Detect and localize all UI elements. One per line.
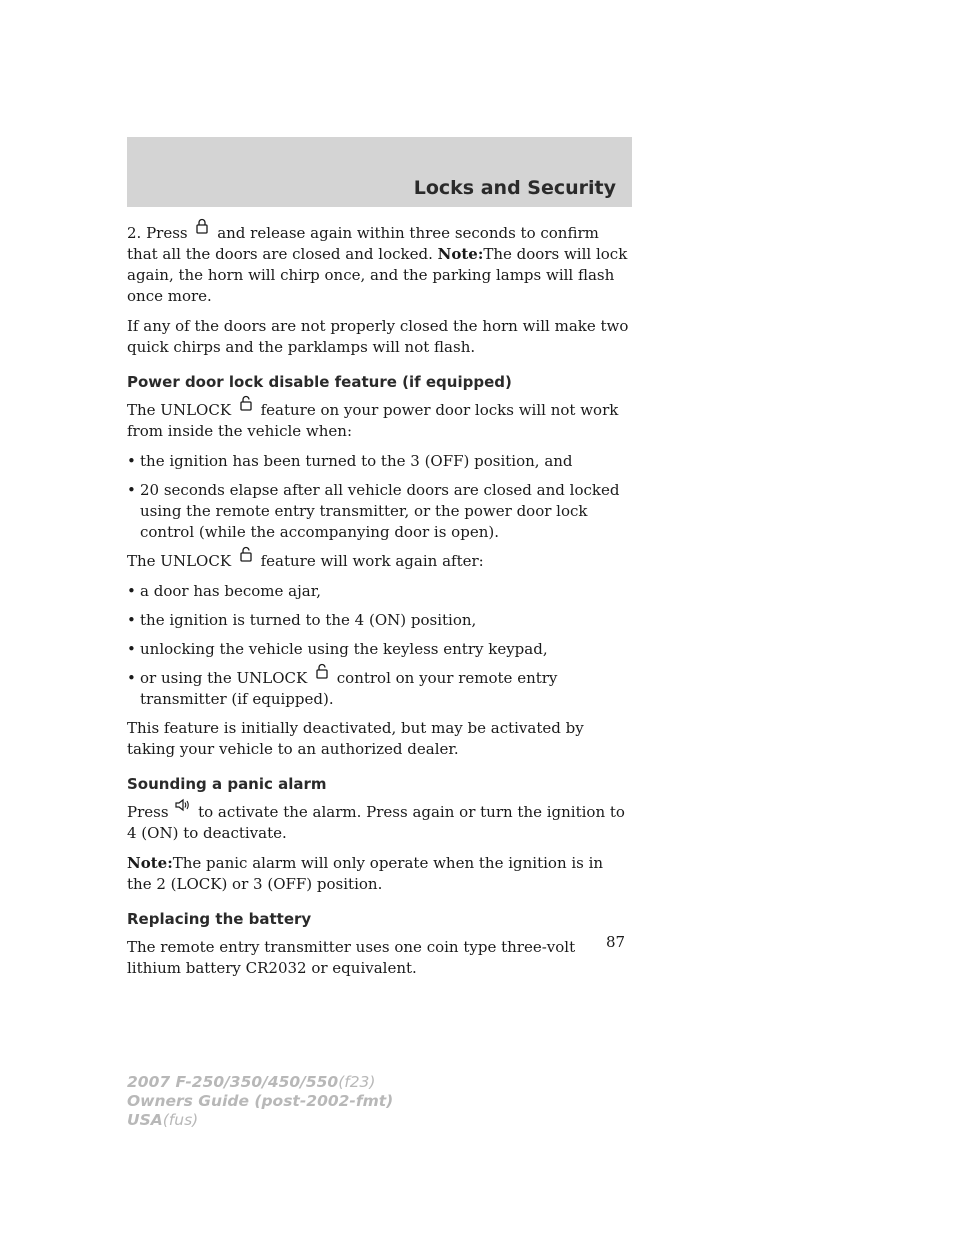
paragraph-panic-note: Note:The panic alarm will only operate when the ignition is in the 2 (LOCK) or 3 (OFF) position. — [127, 854, 604, 893]
paragraph-panic-activate: Press to activate the alarm. Press again or turn the ignition to 4 (ON) to deactivate. — [127, 802, 632, 844]
list-item: • the ignition is turned to the 4 (ON) position, — [127, 611, 477, 629]
manual-content — [127, 223, 632, 988]
paragraph-deactivated: This feature is initially deactivated, but may be activated by taking your vehicle to an authorized dealer. — [127, 719, 584, 758]
footer-line-guide: Owners Guide (post-2002-fmt) — [127, 1092, 394, 1110]
heading-disable-feature: Power door lock disable feature (if equipped) — [127, 373, 512, 391]
list-item: • a door has become ajar, — [127, 582, 321, 600]
unlock-icon — [313, 662, 331, 680]
list-item: • or using the UNLOCK control on your remote entry transmitter (if equipped). — [127, 668, 632, 710]
paragraph-battery: The remote entry transmitter uses one coin type three-volt lithium battery CR2032 or equivalent. — [127, 938, 576, 977]
page-number: 87 — [606, 933, 626, 951]
panic-horn-icon — [174, 796, 192, 814]
list-item: • 20 seconds elapse after all vehicle doors are closed and locked using the remote entry transmitter, or the power door lock control (while the accompanying door is open). — [127, 481, 620, 541]
section-title: Locks and Security — [413, 177, 616, 199]
list-item: • unlocking the vehicle using the keyless entry keypad, — [127, 640, 548, 658]
unlock-icon — [237, 394, 255, 412]
paragraph-unlock-intro: The UNLOCK feature on your power door locks will not work from inside the vehicle when: — [127, 400, 632, 442]
paragraph-unlock-works-again: The UNLOCK feature will work again after: — [127, 551, 632, 572]
list-item: • the ignition has been turned to the 3 (OFF) position, and — [127, 452, 573, 470]
document-footer — [127, 1073, 393, 1130]
heading-replacing-battery: Replacing the battery — [127, 910, 312, 928]
heading-panic-alarm: Sounding a panic alarm — [127, 775, 327, 793]
paragraph-lock-confirm: 2. Press and release again within three seconds to confirm that all the doors are closed and locked. Note:The doors will lock again, the horn will chirp once, and the parking lamps will flash once more. — [127, 223, 632, 307]
footer-line-region: USA(fus) — [127, 1111, 199, 1129]
unlock-icon — [237, 545, 255, 563]
lock-icon — [193, 217, 211, 235]
footer-line-model: 2007 F-250/350/450/550(f23) — [127, 1073, 376, 1091]
section-header-band — [127, 137, 632, 207]
paragraph-improper-close: If any of the doors are not properly closed the horn will make two quick chirps and the parklamps will not flash. — [127, 317, 629, 356]
